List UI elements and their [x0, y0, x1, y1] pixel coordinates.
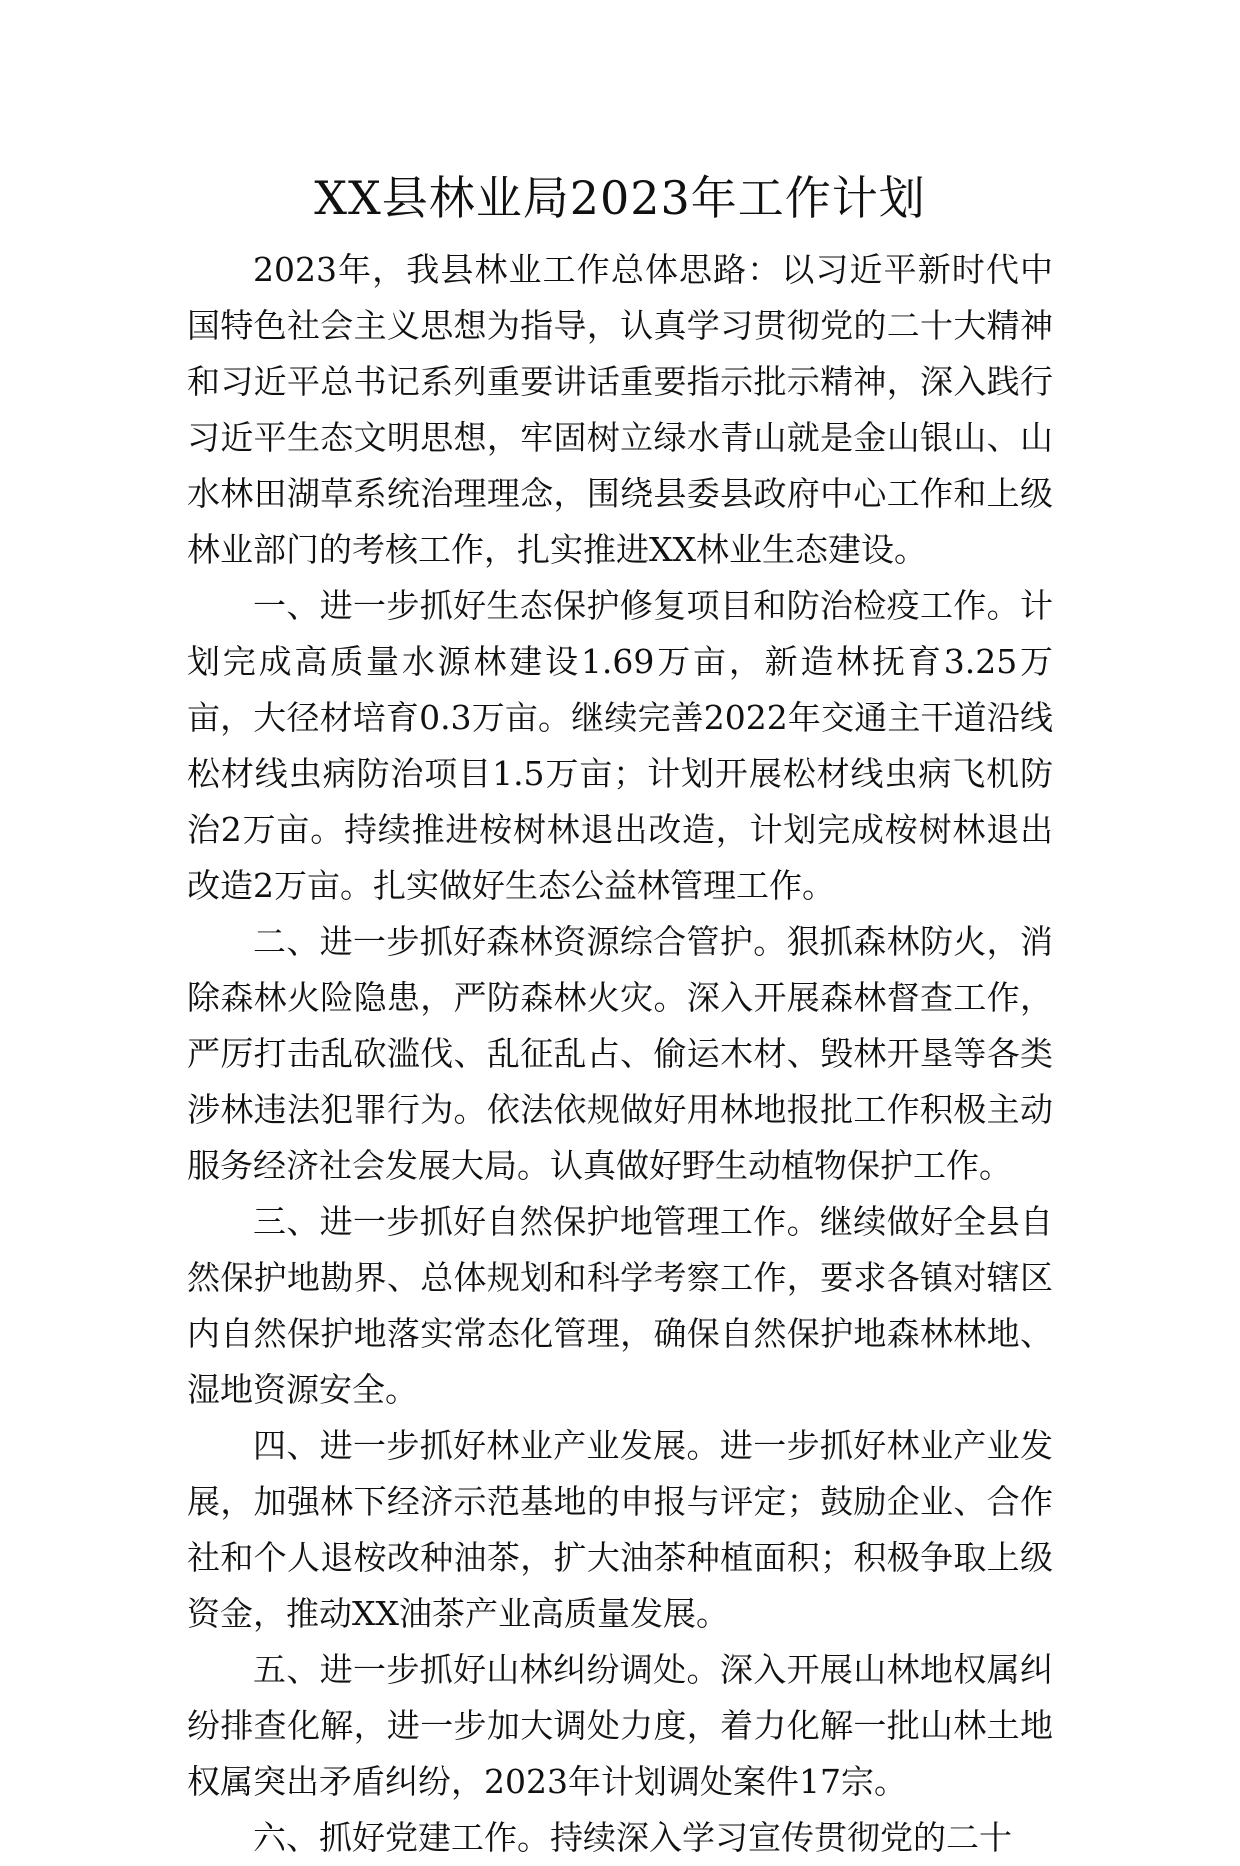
document-body [187, 242, 1053, 1866]
paragraph-section-2: 二、进一步抓好森林资源综合管护。狠抓森林防火，消除森林火险隐患，严防森林火灾。深入开展森林督查工作，严厉打击乱砍滥伐、乱征乱占、偷运木材、毁林开垦等各类涉林违法犯罪行为。依法依规做好用林地报批工作积极主动服务经济社会发展大局。认真做好野生动植物保护工作。 [187, 922, 1053, 1185]
paragraph-section-5: 五、进一步抓好山林纠纷调处。深入开展山林地权属纠纷排查化解，进一步加大调处力度，着力化解一批山林土地权属突出矛盾纠纷，2023年计划调处案件17宗。 [187, 1650, 1053, 1801]
paragraph-section-3: 三、进一步抓好自然保护地管理工作。继续做好全县自然保护地勘界、总体规划和科学考察工作，要求各镇对辖区内自然保护地落实常态化管理，确保自然保护地森林林地、湿地资源安全。 [187, 1202, 1053, 1409]
paragraph-intro: 2023年，我县林业工作总体思路：以习近平新时代中国特色社会主义思想为指导，认真学习贯彻党的二十大精神和习近平总书记系列重要讲话重要指示批示精神，深入践行习近平生态文明思想，牢固树立绿水青山就是金山银山、山水林田湖草系统治理理念，围绕县委县政府中心工作和上级林业部门的考核工作，扎实推进XX林业生态建设。 [187, 250, 1053, 569]
paragraph-section-1: 一、进一步抓好生态保护修复项目和防治检疫工作。计划完成高质量水源林建设1.69万亩，新造林抚育3.25万亩，大径材培育0.3万亩。继续完善2022年交通主干道沿线松材线虫病防治项目1.5万亩；计划开展松材线虫病飞机防治2万亩。持续推进桉树林退出改造，计划完成桉树林退出改造2万亩。扎实做好生态公益林管理工作。 [187, 586, 1053, 905]
paragraph-section-4: 四、进一步抓好林业产业发展。进一步抓好林业产业发展，加强林下经济示范基地的申报与评定；鼓励企业、合作社和个人退桉改种油茶，扩大油茶种植面积；积极争取上级资金，推动XX油茶产业高质量发展。 [187, 1426, 1053, 1633]
document-title: XX县林业局2023年工作计划 [314, 171, 926, 225]
paragraph-section-6: 六、抓好党建工作。持续深入学习宣传贯彻党的二十 [253, 1818, 1012, 1857]
